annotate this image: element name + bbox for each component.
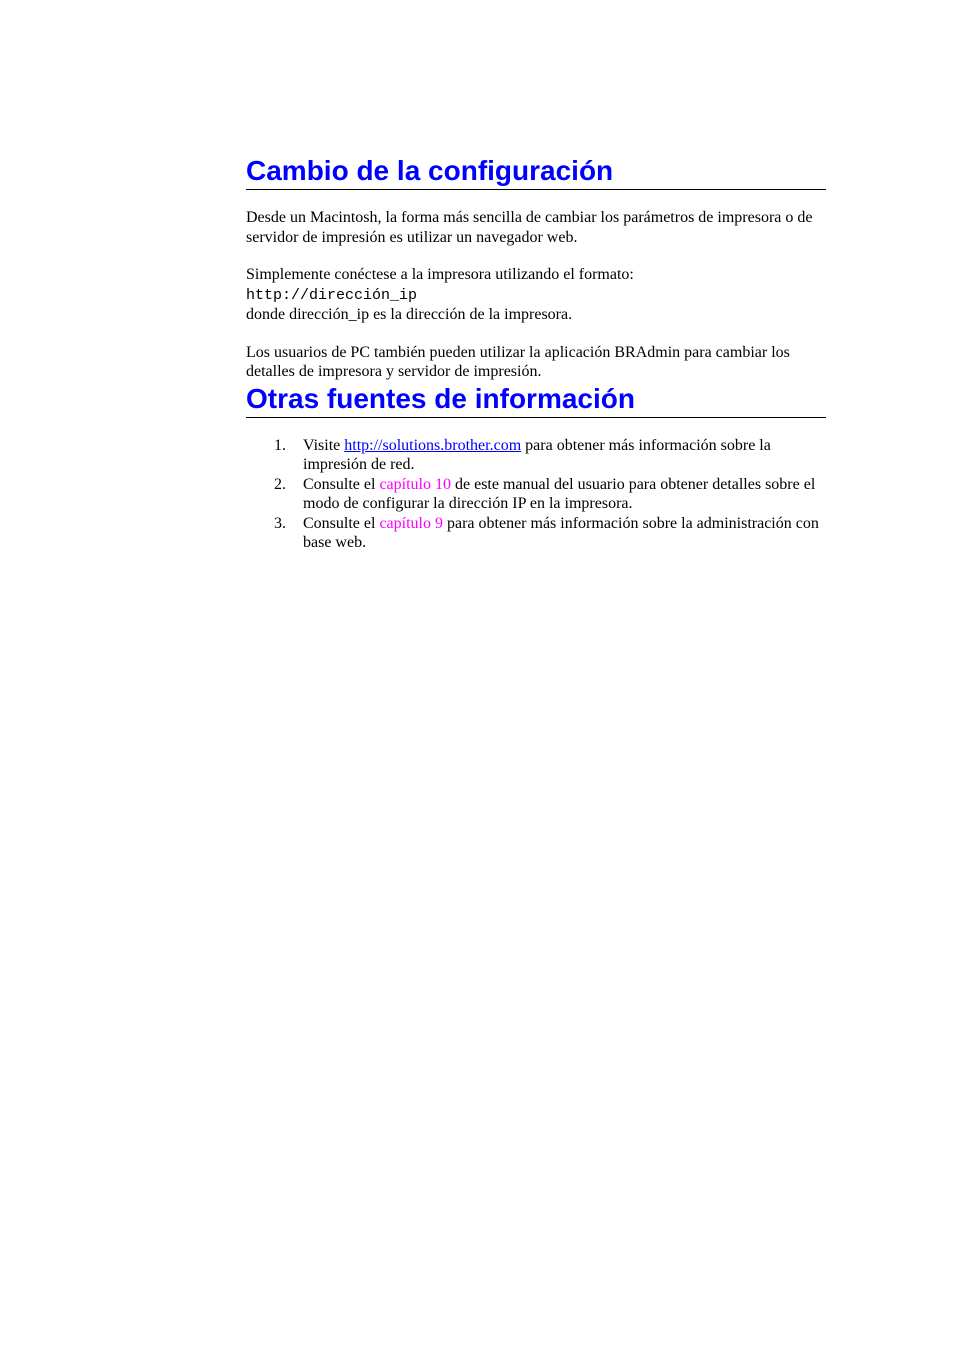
- paragraph-connect-format: [246, 265, 826, 325]
- paragraph-bradmin: Los usuarios de PC también pueden utilizar la aplicación BRAdmin para cambiar los detalles de impresora y servidor de impresión.: [246, 343, 790, 380]
- list-item: [246, 436, 826, 475]
- solutions-brother-link[interactable]: http://solutions.brother.com: [344, 436, 522, 454]
- paragraph-macintosh-browser: Desde un Macintosh, la forma más sencilla de cambiar los parámetros de impresora o de servidor de impresión es utilizar un navegador web.: [246, 209, 813, 246]
- connect-intro-text: Simplemente conéctese a la impresora utilizando el formato:: [246, 266, 634, 283]
- list-item-text-after: para obtener más información sobre la administración con base web.: [303, 514, 819, 551]
- info-sources-list: [246, 436, 826, 553]
- list-item-text-after: para obtener más información sobre la impresión de red.: [303, 436, 771, 473]
- list-item: [246, 514, 826, 553]
- list-item-number: 1.: [274, 436, 286, 454]
- list-item-text-before: Consulte el: [303, 475, 380, 493]
- list-item-text-after: de este manual del usuario para obtener detalles sobre el modo de configurar la dirección IP en la impresora.: [303, 475, 816, 512]
- url-format-code: http://dirección_ip: [246, 286, 418, 304]
- chapter-9-cross-reference[interactable]: capítulo 9: [379, 514, 443, 532]
- section-heading-otras-fuentes: Otras fuentes de información: [246, 382, 826, 418]
- list-item: [246, 475, 826, 514]
- list-item-number: 3.: [274, 514, 286, 532]
- page-content: [246, 154, 826, 553]
- list-item-text-before: Consulte el: [303, 514, 380, 532]
- section-heading-cambio-configuracion: Cambio de la configuración: [246, 154, 826, 190]
- ip-explanation-text: donde dirección_ip es la dirección de la impresora.: [246, 306, 573, 323]
- list-item-text-before: Visite: [303, 436, 345, 454]
- chapter-10-cross-reference[interactable]: capítulo 10: [379, 475, 451, 493]
- list-item-number: 2.: [274, 475, 286, 493]
